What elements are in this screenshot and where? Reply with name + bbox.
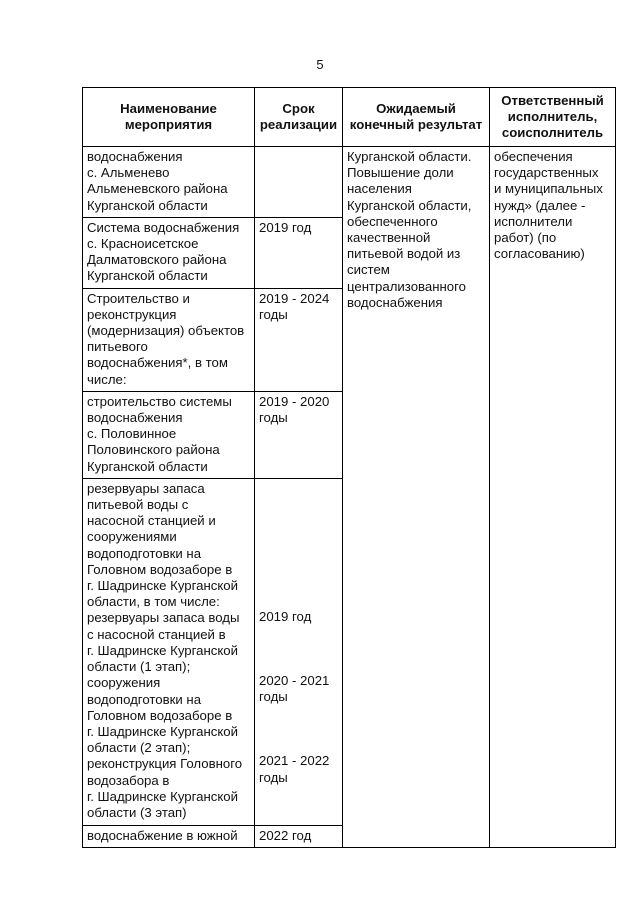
table-row <box>83 147 616 218</box>
term-stage-3: 2021 - 2022 годы <box>259 753 330 785</box>
table-header-row <box>83 88 616 147</box>
expected-result-cell: Курганской области. Повышение доли населения Курганской области, обеспеченного качественной питьевой водой из систем централизованного водоснабжения <box>343 147 490 848</box>
measure-name-cell: резервуары запаса питьевой воды с насосной станцией и сооружениями водоподготовки на Головном водозаборе в г. Шадринске Курганской области, в том числе: резервуары запаса воды с насосной станцией в г. Шадринске Курганской области (1 этап); сооружения водоподготовки на Головном водозаборе в г. Шадринске Курганской области (2 этап); реконструкция Головного водозабора в г. Шадринске Курганской области (3 этап) <box>83 478 255 825</box>
page-number: 5 <box>316 57 324 72</box>
header-responsible: Ответственный исполнитель, соисполнитель <box>490 88 616 147</box>
term-cell: 2019 - 2024 годы <box>255 288 343 391</box>
measure-name-cell: строительство системы водоснабжения с. Половинное Половинского района Курганской области <box>83 391 255 478</box>
term-cell: 2022 год <box>255 825 343 847</box>
header-term: Срок реализации <box>255 88 343 147</box>
header-measure-name: Наименование мероприятия <box>83 88 255 147</box>
measure-name-cell: водоснабжение в южной <box>83 825 255 847</box>
term-cell <box>255 147 343 218</box>
measure-name-cell: водоснабжения с. Альменево Альменевского района Курганской области <box>83 147 255 218</box>
measure-name-cell: Строительство и реконструкция (модернизация) объектов питьевого водоснабжения*, в том числе: <box>83 288 255 391</box>
header-expected-result: Ожидаемый конечный результат <box>343 88 490 147</box>
measure-name-cell: Система водоснабжения с. Красноисетское Далматовского района Курганской области <box>83 217 255 288</box>
term-cell <box>255 478 343 825</box>
term-stage-1: 2019 год <box>259 608 312 624</box>
responsible-cell: обеспечения государственных и муниципальных нужд» (далее - исполнители работ) (по согласованию) <box>490 147 616 848</box>
term-stage-2: 2020 - 2021 годы <box>259 673 330 705</box>
term-cell: 2019 - 2020 годы <box>255 391 343 478</box>
measures-table <box>82 87 616 848</box>
term-cell: 2019 год <box>255 217 343 288</box>
